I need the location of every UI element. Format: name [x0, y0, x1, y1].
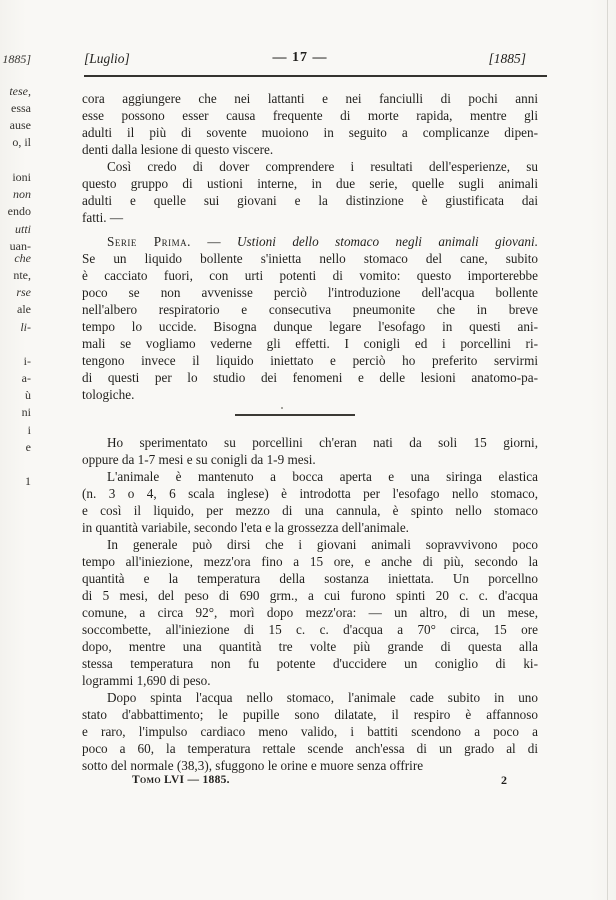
margin-text-fragment: li-	[20, 320, 31, 334]
margin-text-fragment: ause	[9, 118, 31, 132]
section-heading-label: Serie Prima.	[107, 234, 191, 249]
text-line: mali se vogliamo vederne gli effetti. I conigli ed i porcellini ri-	[82, 336, 538, 351]
text-line: tempo all'iniezione, mezz'ora fino a 15 ore, e anche di più, secondo la	[82, 554, 538, 569]
text-line: Dopo spinta l'acqua nello stomaco, l'animale cade subito in uno	[107, 690, 538, 705]
text-line: (n. 3 o 4, 6 scala inglese) è introdotta per l'esofago nello stomaco,	[82, 486, 538, 501]
text-line: adulti il più di sovente muoiono in seguito a complicanze dipen-	[82, 125, 538, 140]
text-line: Ho sperimentato su porcellini ch'eran nati da soli 15 giorni,	[107, 435, 538, 450]
margin-text-fragment: ù	[25, 388, 31, 402]
text-line: esse possono esser causa frequente di morte rapida, mentre gli	[82, 108, 538, 123]
text-line: dopo, mentre una quantità tre volte più grande di questa alla	[82, 639, 538, 654]
ink-dot	[281, 407, 283, 409]
text-line: tologiche.	[82, 387, 135, 402]
text-line: adulti e quelle sui giovani e la distinzione è giustificata dai	[82, 193, 538, 208]
margin-text-fragment: nte,	[13, 268, 31, 282]
text-line: di 5 mesi, del peso di 690 grm., a cui furono spinti 20 c. c. d'acqua	[82, 588, 538, 603]
margin-text-fragment: 1885]	[2, 52, 31, 66]
text-line: tempo lo uccide. Bisogna dunque legare l'esofago in questi ani-	[82, 319, 538, 334]
section-separator	[82, 403, 538, 434]
text-line: sotto del normale (38,3), sfuggono le orine e muore senza offrire	[82, 758, 424, 773]
text-line: fatti. —	[82, 210, 124, 225]
text-line: denti dalla lesione di questo viscere.	[82, 142, 274, 157]
separator-rule	[235, 414, 355, 416]
adjacent-page-text-fragments	[0, 0, 34, 900]
margin-text-fragment: tese,	[9, 84, 31, 98]
text-line: poco a 60, la temperatura rettale scende anch'essa di un grado al di	[82, 741, 538, 756]
margin-text-fragment: i	[27, 423, 31, 437]
margin-text-fragment: essa	[11, 101, 31, 115]
text-line: quantità e la temperatura della sostanza iniettata. Un porcellno	[82, 571, 538, 586]
margin-text-fragment: 1	[25, 474, 31, 488]
text-line: e raro, l'impulso cardiaco meno valido, i battiti scendono a poco a	[82, 724, 538, 739]
margin-text-fragment: i-	[23, 354, 31, 368]
section-heading-dash: —	[190, 234, 238, 249]
margin-text-fragment: e	[25, 440, 31, 454]
text-line: Così credo di dover comprendere i resultati dell'esperienze, su	[107, 159, 538, 174]
text-line: questo gruppo di ustioni interne, in due serie, quelle sugli animali	[82, 176, 538, 191]
text-line: Se un liquido bollente s'inietta nello stomaco del cane, subito	[82, 251, 538, 266]
footer-volume: Tomo LVI — 1885.	[132, 774, 230, 786]
text-line: nell'albero respiratorio e consecutiva pneumonite che in breve	[82, 302, 538, 317]
margin-text-fragment: utti	[14, 222, 31, 236]
section-heading	[82, 233, 538, 250]
text-line: in quantità variabile, secondo l'eta e la grossezza dell'animale.	[82, 520, 409, 535]
text-line: poco se non avvenisse perciò l'introduzione dell'acqua bollente	[82, 285, 538, 300]
margin-text-fragment: ioni	[12, 170, 31, 184]
text-line: comune, a circa 92°, morì dopo mezz'ora: — un altro, di un mese,	[82, 605, 538, 620]
text-line: logrammi 1,690 di peso.	[82, 673, 211, 688]
text-line: stessa temperatura non fu potente d'uccidere un coniglio di ki-	[82, 656, 538, 671]
margin-text-fragment: rse	[16, 285, 31, 299]
margin-text-fragment: o, il	[12, 135, 31, 149]
margin-text-fragment: uan-	[9, 239, 31, 253]
text-line: soccombette, all'iniezione di 15 c. c. d'acqua a 70° circa, 15 ore	[82, 622, 538, 637]
margin-text-fragment: endo	[7, 204, 31, 218]
margin-text-fragment: che	[14, 251, 31, 265]
text-line: In generale può dirsi che i giovani animali sopravvivono poco	[107, 537, 538, 552]
section-heading-title: Ustioni dello stomaco negli animali giovani.	[237, 234, 538, 249]
footer-page-number: 2	[501, 773, 507, 787]
scan-edge-line	[607, 0, 608, 900]
paragraph-block-2	[82, 250, 538, 403]
paragraph-block-3	[82, 434, 538, 774]
header-month: [Luglio]	[84, 51, 130, 66]
margin-text-fragment: a-	[21, 371, 31, 385]
margin-text-fragment: non	[13, 187, 31, 201]
header-year: [1885]	[488, 51, 526, 66]
text-line: tengono invece il liquido iniettato e perciò ho preferito servirmi	[82, 353, 538, 368]
paragraph-block-1	[82, 90, 538, 226]
text-line: oppure da 1-7 mesi e su conigli da 1-9 mesi.	[82, 452, 316, 467]
header-rule	[84, 75, 547, 77]
text-line: L'animale è mantenuto a bocca aperta e una siringa elastica	[107, 469, 538, 484]
text-line: e così il liquido, per mezzo di una cannula, è spinto nello stomaco	[82, 503, 538, 518]
margin-text-fragment: ale	[17, 302, 31, 316]
header-page-number: — 17 —	[272, 50, 328, 65]
text-line: di questi per lo studio dei fenomeni e delle lesioni anatomo-pa-	[82, 370, 538, 385]
text-column	[82, 90, 538, 774]
text-line: cora aggiungere che nei lattanti e nei fanciulli di pochi anni	[82, 91, 538, 106]
text-line: stato d'abbattimento; le pupille sono dilatate, il respiro è affannoso	[82, 707, 538, 722]
text-line: è cacciato fuori, con urti potenti di vomito: questo importerebbe	[82, 268, 538, 283]
margin-text-fragment: ni	[21, 405, 31, 419]
